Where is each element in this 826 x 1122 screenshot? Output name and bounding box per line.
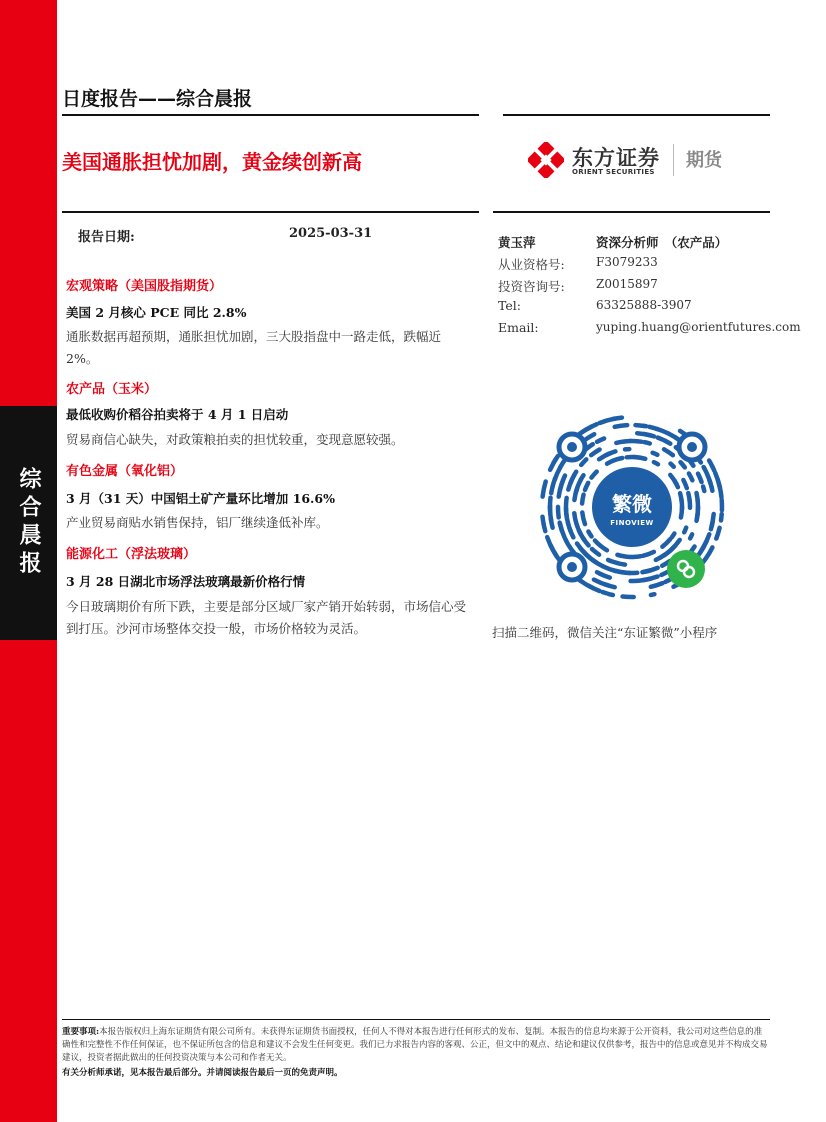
qr-arc [582,495,584,504]
qr-finder-eye [559,434,585,460]
qr-arc [571,478,573,483]
qr-arc [591,450,599,456]
section-body: 贸易商信心缺失，对政策粮拍卖的担忧较重，变现意愿较强。 [66,432,404,447]
qr-arc [698,474,702,482]
qr-arc [681,462,685,467]
qr-arc [672,534,675,538]
qr-arc [597,439,604,442]
consult-value: Z0015897 [596,277,658,291]
qr-arc [585,483,588,490]
analyst-note: 有关分析师承诺，见本报告最后部分。并请阅读报告最后一页的免责声明。 [62,1068,343,1078]
qr-arc [553,458,556,463]
analyst-title: 资深分析师 （农产品） [596,235,728,250]
consult-label: 投资咨询号: [498,279,565,294]
disclaimer-label: 重要事项: [62,1027,100,1037]
orient-logo-icon [528,142,564,178]
qr-arc [720,486,722,497]
qr-arc [643,552,654,556]
qr-arc [597,572,603,575]
qr-arc [664,449,673,455]
email-label: Email: [498,320,539,335]
divider [62,114,479,116]
section-title: 农产品（玉米） [66,382,158,397]
qr-arc [582,513,585,525]
qr-arc [671,464,674,467]
sidebar-tab [0,406,57,640]
qr-code[interactable] [537,412,727,602]
logo-name-cn: 东方证券 [572,146,660,170]
qr-arc [711,486,712,491]
qr-arc [664,440,670,444]
qr-arc [656,429,668,434]
qr-arc [588,532,591,537]
qr-arc [631,580,645,581]
logo-division: 期货 [686,150,722,171]
qr-arc [577,544,586,555]
wechat-miniprogram-icon [667,550,705,588]
disclaimer-text: 本报告版权归上海东证期货有限公司所有。未获得东证期货书面授权，任何人不得对本报告进行任何形式的发布、复制。本报告的信息均来源于公开资料，我公司对这些信息的准确性和完整性不作任何保证，也不保证所包含的信息和建议不会发生任何变更。我们已力求报告内容的客观、公正，但文中的观点、结论和建议仅供参考，报告中的信息或意见并不构成交易建议，投资者据此做出的任何投资决策与本公司和作者无关。 [62,1027,768,1063]
qr-arc [651,594,655,595]
qr-arc [658,438,663,440]
qr-arc [543,517,544,525]
qr-arc [565,539,567,544]
qr-arc [644,434,654,436]
qr-arc [684,528,686,533]
section-body: 今日玻璃期价有所下跌，主要是部分区域厂家产销开始转弱，市场信心受到打压。沙河市场整体交投一般，市场价格较为灵活。 [66,599,467,636]
divider [62,211,479,213]
qr-arc [558,507,559,518]
qr-arc [543,482,546,497]
date-value: 2025-03-31 [289,226,373,241]
qr-arc [662,539,670,547]
qr-arc [642,426,646,427]
qr-arc [611,451,615,452]
qr-arc [689,474,693,481]
tel-label: Tel: [498,298,521,313]
qr-arc [603,592,607,593]
qr-arc [573,472,576,477]
divider [493,211,770,213]
section-title: 能源化工（浮法玻璃） [66,547,197,562]
qr-arc [654,462,658,464]
qr-arc [716,528,719,539]
qualification-value: F3079233 [596,255,658,269]
qr-arc [630,441,641,442]
qr-arc [592,549,599,555]
qr-finder-eye [679,434,705,460]
qr-arc [634,457,646,459]
section-title: 有色金属（氧化铝） [66,464,184,479]
qr-arc [587,424,597,429]
qr-caption: 扫描二维码，微信关注“东证繁微”小程序 [492,625,718,640]
qr-arc [615,425,628,427]
qr-arc [644,442,650,443]
qr-arc [579,529,581,534]
tel-value: 63325888-3907 [596,298,692,312]
qr-center-badge [592,467,672,547]
headline: 美国通胀担忧加剧，黄金续创新高 [62,150,362,174]
qr-arc [703,487,704,492]
qr-arc [613,562,625,565]
sidebar-label: 综合晨报 [16,467,41,579]
disclaimer [62,1026,770,1065]
qr-arc [656,555,665,560]
qr-arc [651,583,663,587]
section-headline: 3 月 28 日湖北市场浮法玻璃最新价格行情 [66,574,306,589]
qr-arc [690,534,692,538]
divider [503,114,770,116]
section-body: 产业贸易商贴水销售保持，铝厂继续逢低补库。 [66,515,329,530]
qr-arc [547,537,553,550]
report-type: 日度报告——综合晨报 [62,88,253,110]
qr-arc [674,481,678,488]
qr-arc [642,570,651,572]
section-headline: 最低收购价稻谷拍卖将于 4 月 1 日启动 [66,407,289,422]
qr-arc [562,476,565,484]
qr-arc [608,594,613,595]
qr-center-text: 繁微 [612,491,652,516]
qr-arc [608,560,611,561]
qr-finder-eye [559,554,585,580]
qr-center-sub: FINOVIEW [610,518,654,527]
qr-arc [581,475,584,480]
section-title: 宏观策略（美国股指期货） [66,279,223,294]
qr-arc [623,597,634,598]
qr-arc [721,514,722,520]
logo-name-en: ORIENT SECURITIES [572,168,655,176]
qr-arc [595,541,607,551]
qr-arc [574,513,578,527]
qr-arc [581,459,586,465]
analyst-name: 黄玉萍 [498,235,536,250]
qr-arc [594,580,608,586]
company-logo [528,140,768,180]
qr-arc [682,500,683,509]
qr-arc [683,480,686,488]
date-label: 报告日期: [78,230,135,245]
qr-arc [592,472,597,478]
qr-arc [712,521,713,526]
qr-arc [566,498,567,511]
qr-arc [605,453,610,455]
qr-arc [617,555,626,557]
footer-divider [62,1019,770,1020]
qualification-label: 从业资格号: [498,257,565,272]
email-value[interactable]: yuping.huang@orientfutures.com [596,320,801,334]
qr-arc [550,498,551,507]
logo-separator [673,144,674,176]
qr-arc [613,418,622,419]
qr-arc [560,524,562,531]
section-body: 通胀数据再超预期，通胀担忧加剧，三大股指盘中一路走低，跌幅近 2%。 [66,329,442,366]
section-headline: 美国 2 月核心 PCE 同比 2.8% [66,305,247,320]
section-headline: 3 月（31 天）中国铝土矿产量环比增加 16.6% [66,491,335,506]
qr-arc [712,467,714,471]
qr-arc [613,458,622,461]
qr-arc [653,453,658,455]
qr-arc [560,460,565,467]
